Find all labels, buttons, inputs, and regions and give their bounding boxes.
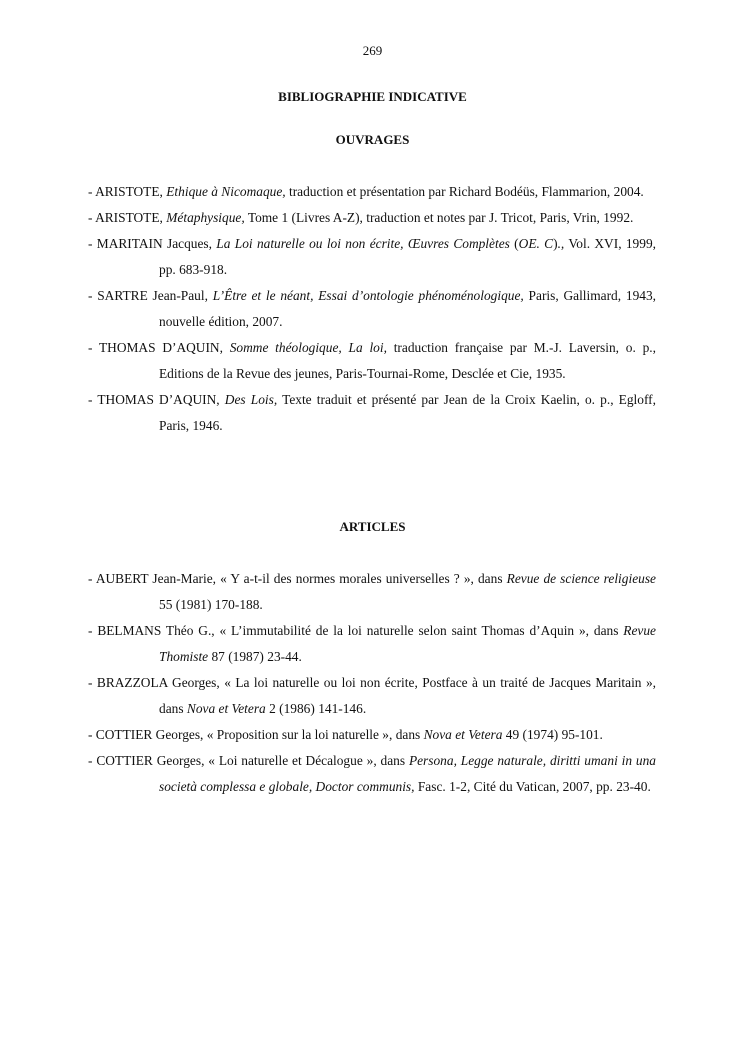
reference-title-text: Ethique à Nicomaque, (166, 184, 286, 199)
reference-text: Vol. XVI, 1999, pp. 683-918. (159, 236, 656, 277)
section-heading-articles: ARTICLES (339, 519, 406, 534)
page-title: BIBLIOGRAPHIE INDICATIVE (278, 89, 467, 104)
reference-entry (88, 179, 656, 205)
reference-text: traduction française par M.-J. Laversin, o. p., Editions de la Revue des jeunes, Paris-Tournai-Rome, Desclée et Cie, 1935. (159, 340, 656, 381)
reference-text: ) (553, 236, 558, 251)
reference-title-text: Revue de science religieuse (506, 571, 656, 586)
reference-text: - COTTIER Georges, « Proposition sur la loi naturelle », dans (88, 727, 424, 742)
reference-title-text: Somme théologique, La loi, (229, 340, 387, 355)
reference-text: traduction et présentation par Richard Bodéüs, Flammarion, 2004. (285, 184, 644, 199)
reference-title-text: Nova et Vetera (186, 701, 266, 716)
reference-text: 49 (1974) 95-101. (502, 727, 603, 742)
reference-title-text: Persona, Legge naturale, diritti umani in una società complessa e globale, Doctor communis, (159, 753, 657, 794)
reference-text: Fasc. 1-2, Cité du Vatican, 2007, pp. 23-40. (414, 779, 651, 794)
reference-entry (88, 205, 656, 231)
reference-title-text: Revue Thomiste (159, 623, 656, 664)
reference-entry (88, 283, 656, 335)
reference-entry (88, 722, 656, 748)
reference-entry (88, 387, 656, 439)
reference-text: - ARISTOTE, (88, 210, 167, 225)
reference-text: 55 (1981) 170-188. (159, 597, 263, 612)
reference-entry (88, 231, 656, 283)
reference-text: 2 (1986) 141-146. (265, 701, 367, 716)
reference-entry (88, 748, 656, 800)
reference-list-articles (88, 566, 656, 800)
reference-text: - ARISTOTE, (88, 184, 167, 199)
reference-title-text: ., (557, 236, 565, 251)
reference-text: - COTTIER Georges, « Loi naturelle et Décalogue », dans (88, 753, 409, 768)
reference-text: - BRAZZOLA Georges, « La loi naturelle ou loi non écrite, Postface à un traité de Jacques Maritain », dans (88, 675, 656, 716)
reference-entry (88, 335, 656, 387)
reference-list-ouvrages (88, 179, 656, 439)
reference-entry (88, 618, 656, 670)
reference-text: Tome 1 (Livres A-Z), traduction et notes par J. Tricot, Paris, Vrin, 1992. (244, 210, 634, 225)
reference-text: - THOMAS D’AQUIN, (88, 340, 230, 355)
reference-title-text: Métaphysique, (166, 210, 245, 225)
reference-text: ( (509, 236, 519, 251)
page-number: 269 (362, 43, 383, 58)
reference-text: Texte traduit et présenté par Jean de la Croix Kaelin, o. p., Egloff, Paris, 1946. (159, 392, 656, 433)
reference-text: - MARITAIN Jacques, (88, 236, 217, 251)
reference-text: - THOMAS D’AQUIN, (88, 392, 225, 407)
reference-text: Paris, Gallimard, 1943, nouvelle édition, 2007. (159, 288, 656, 329)
reference-title-text: Nova et Vetera (423, 727, 503, 742)
reference-text: - SARTRE Jean-Paul, (88, 288, 213, 303)
reference-title-text: OE. C (518, 236, 554, 251)
section-heading-ouvrages: OUVRAGES (335, 132, 410, 147)
reference-title-text: Des Lois, (224, 392, 278, 407)
reference-text: 87 (1987) 23-44. (208, 649, 302, 664)
reference-text: - BELMANS Théo G., « L’immutabilité de la loi naturelle selon saint Thomas d’Aquin », dans (88, 623, 624, 638)
reference-entry (88, 670, 656, 722)
reference-entry (88, 566, 656, 618)
reference-text: - AUBERT Jean-Marie, « Y a-t-il des normes morales universelles ? », dans (88, 571, 507, 586)
reference-title-text: L’Être et le néant, Essai d’ontologie phénoménologique, (212, 288, 524, 303)
reference-title-text: La Loi naturelle ou loi non écrite, Œuvres Complètes (216, 236, 510, 251)
